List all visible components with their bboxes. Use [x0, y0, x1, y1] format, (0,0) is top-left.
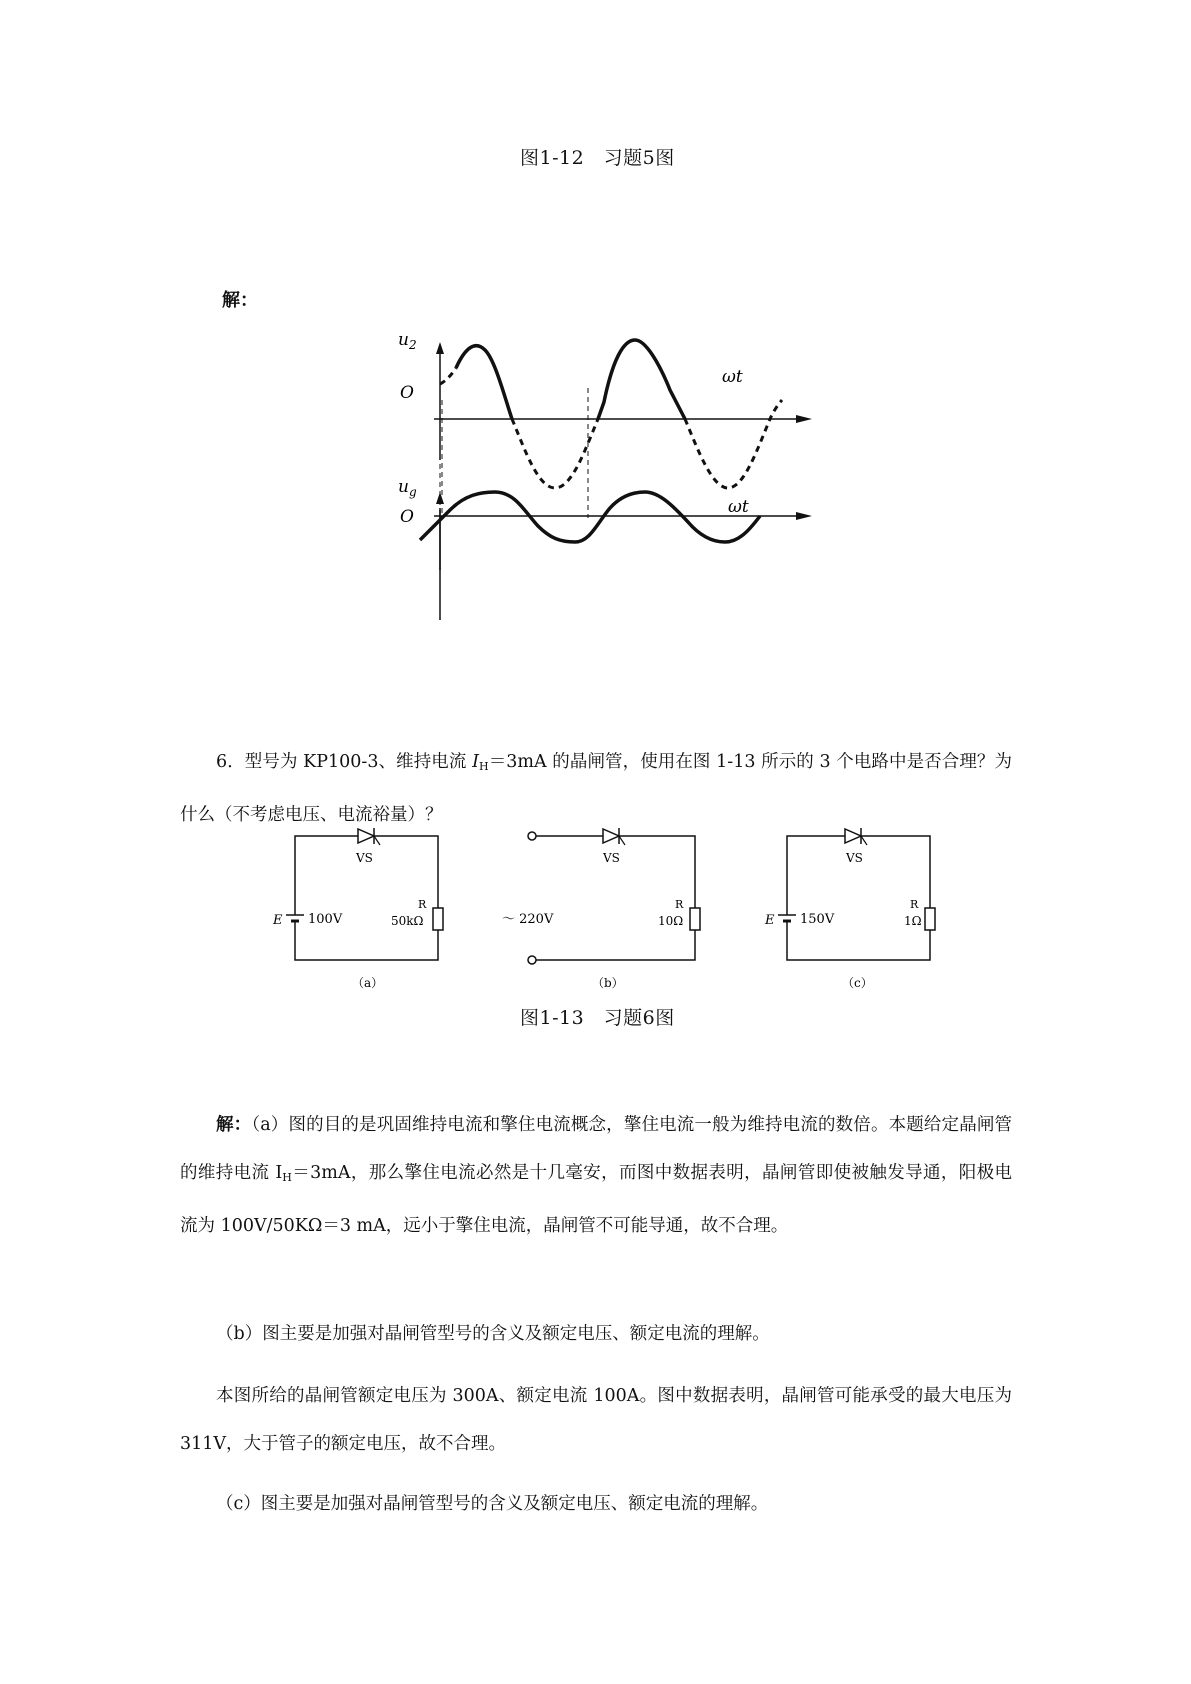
circuit-a [272, 828, 443, 990]
omega-t-label-top: ωt [722, 367, 743, 387]
thyristor-b-icon [603, 829, 619, 843]
origin-label-bottom: O [400, 507, 414, 527]
ug-label: $u_g$ [398, 477, 417, 499]
omega-t-label-bottom: ωt [728, 497, 749, 517]
solution-heading: 解： [222, 290, 258, 311]
circuit-b [502, 828, 700, 990]
circuit-label-b: （b） [592, 976, 624, 990]
answer-c-1: （c）图主要是加强对晶闸管型号的含义及额定电压、额定电流的理解。 [216, 1494, 769, 1514]
terminal-bottom-b [528, 956, 536, 964]
thyristor-label-c: VS [846, 851, 863, 865]
figure-caption-1-12: 图1-12 习题5图 [520, 147, 675, 169]
answer-a: 解：（a）图的目的是巩固维持电流和擎住电流概念，擎住电流一般为维持电流的数倍。本题给定晶闸管的维持电流 $I_H=3mA$，那么擎住电流必然是十几毫安，而图中数据表明，晶闸管即使被触发导通，阳极电流为 100V/50KΩ＝3 mA，远小于擎住电流，晶闸管不可能导通，故不合理。 [180, 1115, 1013, 1236]
source-value-b: ～ 220V [502, 912, 554, 927]
u2-x-arrow [796, 415, 812, 423]
ug-x-arrow [796, 512, 812, 520]
u2-dashed-start [440, 368, 456, 384]
question-6: 6．型号为 KP100-3、维持电流 $I_H=3mA$ 的晶闸管，使用在图 1-13 所示的 3 个电路中是否合理？为什么（不考虑电压、电流裕量）？ [180, 752, 1012, 825]
circuit-label-a: （a） [352, 976, 384, 990]
circuit-label-c: （c） [842, 976, 873, 990]
resistor-c-icon [925, 908, 935, 930]
thyristor-label-a: VS [356, 851, 373, 865]
source-value-a: 100V [308, 912, 343, 927]
resistor-value-a: 50kΩ [391, 914, 424, 928]
ug-waveform [420, 492, 760, 542]
thyristor-c-icon [845, 829, 861, 843]
terminal-top-b [528, 832, 536, 840]
source-symbol-c: E [765, 913, 775, 928]
u2-dashed-negative-2 [685, 400, 782, 488]
ug-axis-arrow [436, 492, 444, 504]
circuit-figure [270, 820, 970, 995]
u2-label: $u_2$ [398, 330, 417, 352]
thyristor-a-icon [358, 829, 374, 843]
source-value-c: 150V [800, 912, 835, 927]
figure-caption-1-13: 图1-13 习题6图 [520, 1007, 675, 1029]
resistor-a-icon [433, 908, 443, 930]
answer-b-1: （b）图主要是加强对晶闸管型号的含义及额定电压、额定电流的理解。 [216, 1324, 770, 1344]
source-symbol-a: E [273, 913, 283, 928]
resistor-label-c: R [910, 898, 919, 911]
u2-axis-arrow [436, 342, 444, 354]
u2-solid-1 [456, 346, 512, 419]
resistor-value-c: 1Ω [904, 914, 922, 928]
resistor-label-a: R [418, 898, 427, 911]
resistor-value-b: 10Ω [658, 914, 684, 928]
u2-solid-2 [598, 340, 685, 419]
resistor-b-icon [690, 908, 700, 930]
waveform-figure [398, 330, 820, 620]
circuit-c [764, 828, 935, 990]
u2-dashed-negative-1 [512, 419, 598, 488]
thyristor-label-b: VS [603, 851, 620, 865]
answer-b-2: 本图所给的晶闸管额定电压为 300A、额定电流 100A。图中数据表明，晶闸管可能承受的最大电压为 311V，大于管子的额定电压，故不合理。 [180, 1386, 1012, 1454]
resistor-label-b: R [675, 898, 684, 911]
origin-label-top: O [400, 383, 414, 403]
